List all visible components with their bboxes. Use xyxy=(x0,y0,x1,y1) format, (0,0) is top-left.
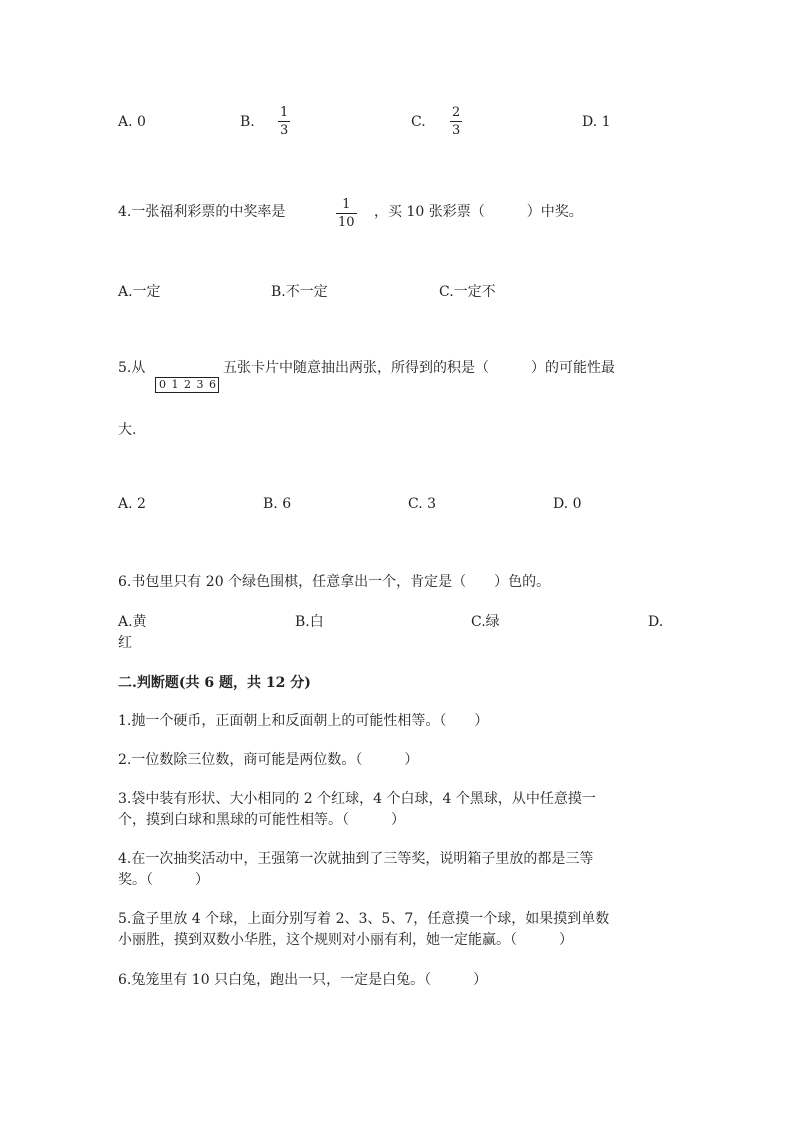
q4-option-b: B.不一定 xyxy=(271,284,328,300)
judge-item-4-continued: 奖。（ ） xyxy=(118,872,209,888)
judge-item-5: 5.盒子里放 4 个球，上面分别写着 2、3、5、7，任意摸一个球，如果摸到单数 xyxy=(118,911,610,927)
fraction-numerator: 2 xyxy=(452,105,461,120)
q3-option-d: D. 1 xyxy=(582,114,611,130)
q5-prefix: 5.从 xyxy=(118,360,146,376)
judge-item-5-continued: 小丽胜，摸到双数小华胜，这个规则对小丽有利，她一定能赢。（ ） xyxy=(118,932,573,948)
q5-option-c: C. 3 xyxy=(408,496,437,512)
q4-fraction xyxy=(336,198,357,229)
q5-option-a: A. 2 xyxy=(118,496,146,512)
q3-option-a: A. 0 xyxy=(118,114,146,130)
q6-text: 6.书包里只有 20 个绿色围棋，任意拿出一个，肯定是（ ）色的。 xyxy=(118,574,551,590)
fraction-numerator: 1 xyxy=(342,197,351,212)
judge-item-4: 4.在一次抽奖活动中，王强第一次就抽到了三等奖，说明箱子里放的都是三等 xyxy=(118,851,594,867)
q6-option-a: A.黄 xyxy=(118,614,147,630)
q6-option-b: B.白 xyxy=(295,614,324,630)
section-title: 二.判断题(共 6 题，共 12 分) xyxy=(118,675,311,691)
fraction-denominator: 10 xyxy=(338,215,355,230)
judge-item-3: 3.袋中装有形状、大小相同的 2 个红球，4 个白球，4 个黑球，从中任意摸一 xyxy=(118,791,596,807)
q5-text: 五张卡片中随意抽出两张，所得到的积是（ ）的可能性最 xyxy=(223,360,615,376)
q3-option-c-label: C. xyxy=(411,114,426,130)
fraction-numerator: 1 xyxy=(280,105,289,120)
q5-number-cards: 0 1 2 3 6 xyxy=(155,377,219,393)
q6-option-d-continued: 红 xyxy=(118,635,132,651)
judge-item-1: 1.抛一个硬币，正面朝上和反面朝上的可能性相等。（ ） xyxy=(118,713,489,729)
fraction-denominator: 3 xyxy=(280,123,289,138)
q3-option-c-fraction xyxy=(450,106,462,137)
q5-text-continued: 大. xyxy=(118,422,137,438)
fraction-denominator: 3 xyxy=(452,123,461,138)
q4-option-a: A.一定 xyxy=(118,284,161,300)
q6-option-c: C.绿 xyxy=(471,614,500,630)
q4-text-before: 4.一张福利彩票的中奖率是 xyxy=(118,204,286,220)
q4-option-c: C.一定不 xyxy=(439,284,496,300)
judge-item-3-continued: 个，摸到白球和黑球的可能性相等。（ ） xyxy=(118,812,405,828)
q6-option-d: D. xyxy=(648,614,664,630)
q3-option-b-label: B. xyxy=(240,114,255,130)
judge-item-6: 6.兔笼里有 10 只白兔，跑出一只，一定是白兔。（ ） xyxy=(118,972,488,988)
q3-option-b-fraction xyxy=(278,106,290,137)
q5-option-b: B. 6 xyxy=(263,496,292,512)
q4-text-after: ，买 10 张彩票（ ）中奖。 xyxy=(374,204,583,220)
judge-item-2: 2.一位数除三位数，商可能是两位数。（ ） xyxy=(118,752,419,768)
q5-option-d: D. 0 xyxy=(553,496,582,512)
